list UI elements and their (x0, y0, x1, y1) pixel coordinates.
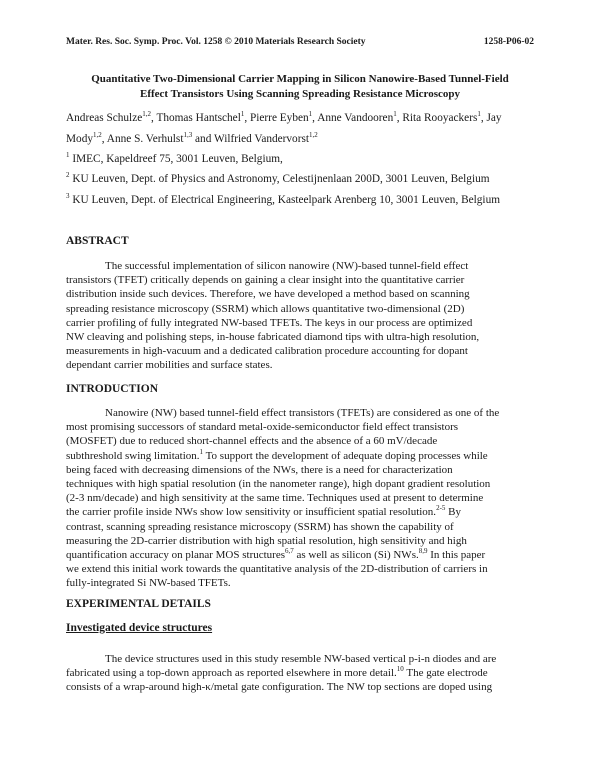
text-line: fabricated using a top-down approach as reported elsewhere in more detail.$^{10}$ The gate electrode (66, 665, 488, 680)
text-line: we extend this initial work towards the quantitative analysis of the 2D-distribution of carriers in (66, 563, 488, 576)
section-subheading: Investigated device structures (66, 622, 213, 634)
citation: 6,7 (285, 547, 294, 556)
title-line: Quantitative Two-Dimensional Carrier Mapping in Silicon Nanowire-Based Tunnel-Field (91, 73, 509, 85)
author-list (66, 108, 534, 150)
paper-id: 1258-P06-02 (483, 37, 534, 47)
citation: 10 (396, 665, 404, 674)
author: Thomas Hantschel$^1$, (156, 110, 250, 124)
text-line: (MOSFET) due to reduced short-channel effects and the absence of a 60 mV/decade (66, 435, 438, 448)
text-line: consists of a wrap-around high-κ/metal gate configuration. The NW top sections are doped using (66, 681, 493, 694)
author: Wilfried Vandervorst$^{1,2}$ (213, 131, 318, 145)
paper-title (66, 72, 534, 102)
text-line: transistors (TFET) critically depends on gaining a clear insight into the quantitative carrier (66, 274, 465, 287)
text-line: techniques with high spatial resolution (in the nanometer range), high dopant gradient resolution (66, 478, 491, 491)
introduction-body (66, 406, 534, 591)
text-line: The device structures used in this study resemble NW-based vertical p-i-n diodes and are (105, 653, 497, 665)
author: Jay Mody$^{1,2}$, (66, 112, 502, 145)
text-line: measuring the 2D-carrier distribution with high spatial resolution, high sensitivity and high (66, 534, 467, 547)
text-line: carrier profiling of fully integrated NW-based TFETs. The keys in our process are optimized (66, 316, 473, 329)
text-line: dependant carrier mobilities and surface states. (66, 359, 273, 372)
text-line: Nanowire (NW) based tunnel-field effect transistors (TFETs) are considered as one of the (105, 407, 500, 419)
text-line: most promising successors of standard metal-oxide-semiconductor field effect transistors (66, 421, 459, 434)
author: Anne Vandooren$^1$, (317, 110, 403, 124)
text-line: spreading resistance microscopy (SSRM) which allows quantitative two-dimensional (2D) (66, 302, 465, 315)
citation: 1 (199, 447, 204, 456)
text-line: being faced with decreasing dimensions of the NWs, there is a need for characterization (66, 463, 453, 476)
text-line: The successful implementation of silicon nanowire (NW)-based tunnel-field effect (105, 260, 469, 272)
text-line: fully-integrated Si NW-based TFETs. (66, 577, 231, 590)
experimental-heading: EXPERIMENTAL DETAILS (66, 598, 211, 610)
affiliation: $^1$ IMEC, Kapeldreef 75, 3001 Leuven, Belgium, (66, 151, 283, 165)
journal-citation: Mater. Res. Soc. Symp. Proc. Vol. 1258 © 2010 Materials Research Society (66, 37, 366, 47)
citation: 2-5 (436, 504, 446, 513)
text-line: the carrier profile inside NWs show low sensitivity or insufficient spatial resolution.$^{2-5}$ By (66, 504, 461, 519)
author: Pierre Eyben$^1$, (249, 110, 318, 124)
author: Anne S. Verhulst$^{1,3}$ and (106, 131, 214, 145)
abstract-body (66, 259, 534, 373)
author: Andreas Schulze$^{1,2}$, (66, 110, 157, 124)
introduction-heading: INTRODUCTION (66, 383, 159, 395)
citation: 8,9 (418, 547, 428, 556)
affiliation: $^2$ KU Leuven, Dept. of Physics and Astronomy, Celestijnenlaan 200D, 3001 Leuven, Belgium (66, 171, 490, 185)
text-line: quantification accuracy on planar MOS structures$^{6,7}$ as well as silicon (Si) NWs.$^{8,9}$ In this paper (66, 547, 486, 562)
abstract-heading: ABSTRACT (66, 235, 129, 247)
text-line: NW cleaving and polishing steps, in-house fabricated diamond tips with ultra-high resolution, (66, 331, 480, 344)
experimental-body (66, 652, 534, 695)
text-line: (2-3 nm/decade) and high sensitivity at the same time. Techniques used at present to determine (66, 492, 484, 505)
text-line: measurements in high-vacuum and a dedicated calibration procedure accounting for dopant (66, 345, 468, 358)
text-line: distribution inside such devices. Therefore, we have developed a method based on scanning (66, 288, 470, 301)
text-line: subthreshold swing limitation.$^1$ To support the development of adequate doping processes while (66, 447, 488, 462)
text-line: contrast, scanning spreading resistance microscopy (SSRM) has shown the capability of (66, 520, 454, 533)
affiliation: $^3$ KU Leuven, Dept. of Electrical Engineering, Kasteelpark Arenberg 10, 3001 Leuven, Belgium (66, 192, 501, 206)
author: Rita Rooyackers$^1$, (402, 110, 487, 124)
title-line: Effect Transistors Using Scanning Spreading Resistance Microscopy (139, 88, 461, 100)
